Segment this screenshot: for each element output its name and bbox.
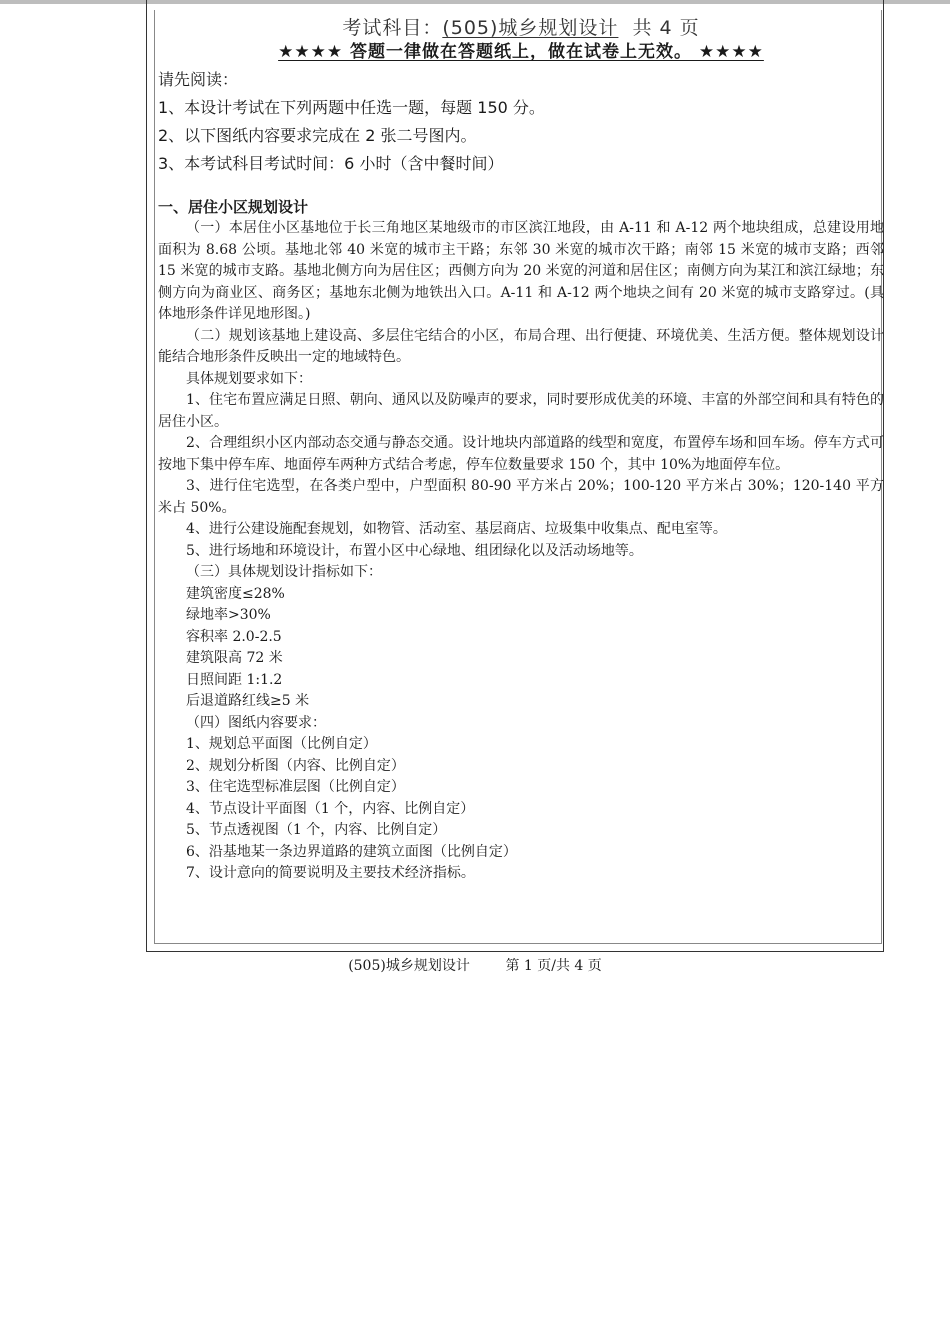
drawing-item: 7、设计意向的简要说明及主要技术经济指标。 <box>186 865 475 881</box>
requirement-item: 1、住宅布置应满足日照、朝向、通风以及防噪声的要求，同时要形成优美的环境、丰富的外部空间和具有特色的居住小区。 <box>158 392 884 430</box>
index-item: 后退道路红线≥5 米 <box>186 693 310 709</box>
index-item: 日照间距 1:1.2 <box>186 671 283 688</box>
site-description: （一）本居住小区基地位于长三角地区某地级市的市区滨江地段，由 A-11 和 A-12 两个地块组成，总建设用地面积为 8.68 公顷。基地北邻 40 米宽的城市主干路；东邻 30 米宽的城市次干路；南邻 15 米宽的城市支路；西邻 15 米宽的城市支路。基地北侧方向为居住区；西侧方向为 20 米宽的河道和居住区；南侧方向为某江和滨江绿地；东侧方向为商业区、商务区；基地东北侧为地铁出入口。A-11 和 A-12 两个地块之间有 20 米宽的城市支路穿过。(具体地形条件详见地形图。) <box>158 220 884 322</box>
instructions-label: 请先阅读： <box>158 70 239 89</box>
footer-subject: (505)城乡规划设计 <box>348 958 470 974</box>
subject-name: (505)城乡规划设计 <box>442 17 619 39</box>
index-item: 建筑限高 72 米 <box>186 650 283 666</box>
drawing-item: 6、沿基地某一条边界道路的建筑立面图（比例自定） <box>186 843 517 860</box>
requirement-item: 3、进行住宅选型，在各类户型中，户型面积 80-90 平方米占 20%；100-120 平方米占 30%；120-140 平方米占 50%。 <box>158 478 884 516</box>
index-item: 绿地率>30% <box>186 607 271 623</box>
section-title: 一、居住小区规划设计 <box>158 198 309 216</box>
drawings-title: （四）图纸内容要求： <box>186 714 326 731</box>
requirement-item: 2、合理组织小区内部动态交通与静态交通。设计地块内部道路的线型和宽度，布置停车场和回车场。停车方式可按地下集中停车库、地面停车两种方式结合考虑，停车位数量要求 150 个，其中 10%为地面停车位。 <box>158 435 884 473</box>
drawing-item: 5、节点透视图（1 个，内容、比例自定） <box>186 822 447 838</box>
exam-content <box>158 10 884 885</box>
drawing-item: 2、规划分析图（内容、比例自定） <box>186 757 405 774</box>
page-footer <box>0 956 950 976</box>
requirement-item: 5、进行场地和环境设计，布置小区中心绿地、组团绿化以及活动场地等。 <box>186 542 643 559</box>
instruction-item: 2、以下图纸内容要求完成在 2 张二号图内。 <box>158 126 477 145</box>
instruction-item: 1、本设计考试在下列两题中任选一题，每题 150 分。 <box>158 98 545 117</box>
index-item: 容积率 2.0-2.5 <box>186 628 282 645</box>
footer-page-number: 第 1 页/共 4 页 <box>505 958 602 974</box>
index-item: 建筑密度≤28% <box>186 585 285 602</box>
answer-notice: ★★★★ 答题一律做在答题纸上，做在试卷上无效。 ★★★★ <box>278 42 764 62</box>
requirements-title: 具体规划要求如下： <box>186 370 312 387</box>
drawing-item: 3、住宅选型标准层图（比例自定） <box>186 779 405 795</box>
instructions <box>158 66 884 178</box>
drawing-item: 1、规划总平面图（比例自定） <box>186 736 377 752</box>
planning-goal: （二）规划该基地上建设高、多层住宅结合的小区，布局合理、出行便捷、环境优美、生活方便。整体规划设计能结合地形条件反映出一定的地域特色。 <box>158 327 884 365</box>
exam-header <box>158 16 884 40</box>
indices-title: （三）具体规划设计指标如下： <box>186 564 382 580</box>
drawing-item: 4、节点设计平面图（1 个，内容、比例自定） <box>186 800 475 817</box>
instruction-item: 3、本考试科目考试时间：6 小时（含中餐时间） <box>158 154 504 173</box>
total-pages: 共 4 页 <box>632 17 700 39</box>
requirement-item: 4、进行公建设施配套规划，如物管、活动室、基层商店、垃圾集中收集点、配电室等。 <box>186 521 727 537</box>
subject-prefix: 考试科目： <box>342 17 443 39</box>
